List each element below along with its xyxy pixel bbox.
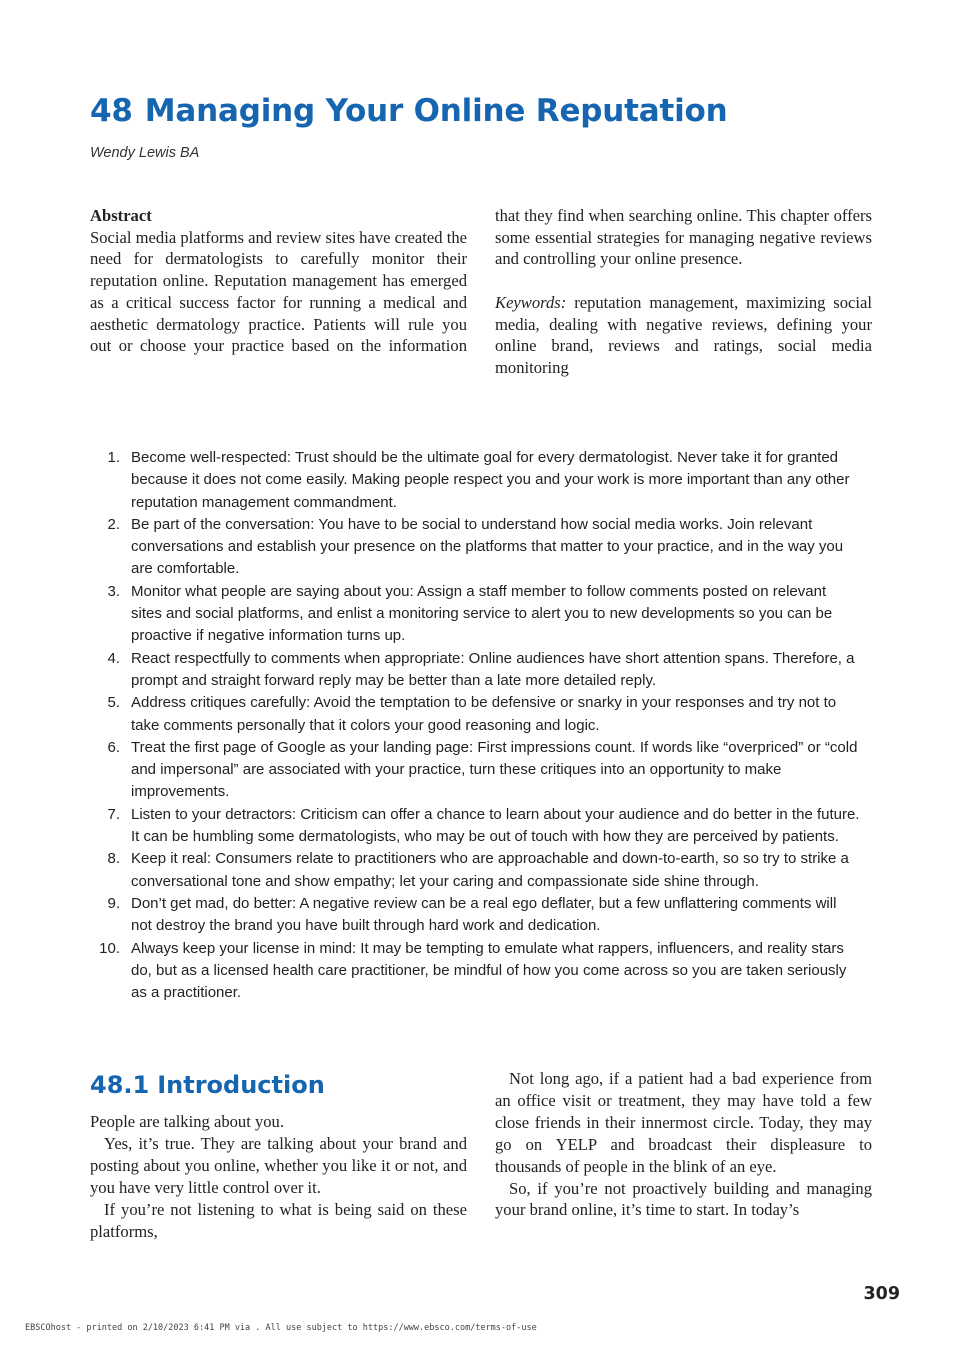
list-item <box>90 692 860 737</box>
list-item-number: 8. <box>107 850 120 868</box>
list-item <box>90 804 860 849</box>
list-item-text: Keep it real: Consumers relate to practitioners who are approachable and down-to-earth, so so try to strike a conversational tone and show empathy; let your caring and compassionate side shine through. <box>131 850 849 890</box>
list-item-text: Become well-respected: Trust should be the ultimate goal for every dermatologist. Never take it for granted because it does not come easily. Making people respect you and your work is more important than any other reputation management commandment. <box>131 449 850 511</box>
abstract-heading: Abstract <box>90 206 152 225</box>
list-item <box>90 648 860 693</box>
list-item-text: Address critiques carefully: Avoid the temptation to be defensive or snarky in your responses and try not to take comments personally that it colors your good reasoning and logic. <box>131 694 837 734</box>
list-item-number: 10. <box>99 939 120 957</box>
list-item <box>90 514 860 581</box>
list-item-text: Treat the first page of Google as your landing page: First impressions count. If words like “overpriced” or “cold and impersonal” are associated with your practice, turn these critiques into an opportunity to make improvements. <box>131 738 858 801</box>
keywords-text: reputation management, maximizing social media, dealing with negative reviews, defining your online brand, reviews and ratings, social media monitoring <box>495 292 872 377</box>
list-item <box>90 737 860 804</box>
list-item-text: React respectfully to comments when appropriate: Online audiences have short attention spans. Therefore, a prompt and straight forward reply may be better than a late more detailed reply. <box>131 649 855 689</box>
section-heading <box>90 1068 467 1102</box>
abstract-text: Social media platforms and review sites have created the need for dermatologists to carefully monitor their reputation online. Reputation management has emerged as a critical success factor for running a medical and aesthetic dermatology practice. Patients will rule you out or choose your practice based on the information that they find when searching online. This chapter offers some essential strategies for managing negative reviews and controlling your online presence. <box>90 206 872 356</box>
list-item-number: 6. <box>107 738 120 756</box>
list-item-text: Always keep your license in mind: It may be tempting to emulate what rappers, influencers, and reality stars do, but as a licensed health care practitioner, be mindful of how you come across so you are taken seriously as a practitioner. <box>131 939 847 1002</box>
list-item <box>90 893 860 938</box>
paragraph: So, if you’re not proactively building and managing your brand online, it’s time to start. In today’s <box>495 1178 872 1220</box>
list-item-number: 7. <box>107 805 120 823</box>
introduction-section <box>90 1068 872 1243</box>
list-item <box>90 848 860 893</box>
list-item-number: 3. <box>107 582 120 600</box>
paragraph: People are talking about you. <box>90 1112 285 1131</box>
list-item <box>90 581 860 648</box>
list-item-number: 2. <box>107 515 120 533</box>
list-item-text: Monitor what people are saying about you: Assign a staff member to follow comments posted on relevant sites and social platforms, and enlist a monitoring service to alert you to new developments so you can be proactive if negative information turns up. <box>131 582 833 645</box>
section-title: Introduction <box>157 1071 325 1099</box>
list-item <box>90 938 860 1005</box>
list-item-text: Listen to your detractors: Criticism can offer a chance to learn about your audience and do better in the future. It can be humbling some dermatologists, who may be out of touch with how they are perceived by patients. <box>131 805 860 846</box>
keywords <box>495 292 872 379</box>
paragraph: Not long ago, if a patient had a bad experience from an office visit or treatment, they may have told a few close friends in their innermost circle. Today, they may go on YELP and broadcast their displeasure to thousands of people in the blink of an eye. <box>495 1069 872 1176</box>
abstract-section <box>90 205 872 379</box>
list-item-text: Be part of the conversation: You have to be social to understand how social media works. Join relevant conversations and establish your presence on the platforms that matter to your practice, and in the way you are comfortable. <box>131 515 844 578</box>
commandments-list <box>90 447 860 1004</box>
keywords-label: Keywords: <box>495 292 567 312</box>
footer-note: EBSCOhost - printed on 2/10/2023 6:41 PM via . All use subject to https://www.ebsco.com/terms-of-use <box>25 1323 537 1333</box>
section-number: 48.1 <box>90 1071 150 1099</box>
chapter-title-text: Managing Your Online Reputation <box>144 93 728 129</box>
list-item-number: 5. <box>107 694 120 712</box>
list-item-number: 1. <box>107 449 120 466</box>
chapter-author: Wendy Lewis BA <box>90 145 200 161</box>
list-item-number: 9. <box>107 894 120 912</box>
list-item-text: Don’t get mad, do better: A negative review can be a real ego deflater, but a few unflattering comments will not destroy the brand you have built through hard work and dedication. <box>131 894 837 935</box>
chapter-number: 48 <box>90 93 133 129</box>
chapter-title <box>90 93 728 129</box>
list-item <box>90 447 860 514</box>
paragraph: Yes, it’s true. They are talking about your brand and posting about you online, whether you like it or not, and you have very little control over it. <box>90 1133 467 1197</box>
paragraph: If you’re not listening to what is being said on these platforms, <box>90 1199 467 1241</box>
list-item-number: 4. <box>107 649 120 667</box>
page-number: 309 <box>863 1284 900 1304</box>
